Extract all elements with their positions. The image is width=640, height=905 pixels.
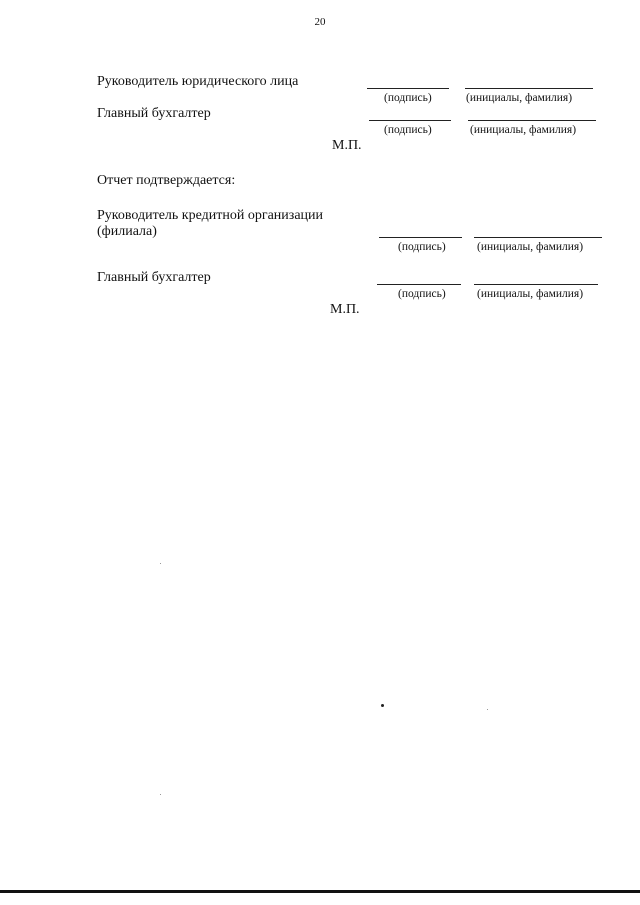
legal-entity-accountant-signature-caption: (подпись) [384,124,432,136]
credit-org-head-label-line2: (филиала) [97,224,157,239]
credit-org-head-signature-line [379,237,462,238]
scan-speck [160,794,161,795]
credit-org-accountant-signature-line [377,284,461,285]
credit-org-stamp-mark: М.П. [330,302,360,317]
legal-entity-accountant-name-line [468,120,596,121]
bottom-scan-edge [0,890,640,893]
credit-org-head-signature-caption: (подпись) [398,241,446,253]
page-number: 20 [314,16,326,28]
credit-org-head-name-caption: (инициалы, фамилия) [477,241,584,253]
credit-org-accountant-signature-caption: (подпись) [398,288,446,300]
legal-entity-stamp-mark: М.П. [332,138,362,153]
legal-entity-accountant-name-caption: (инициалы, фамилия) [470,124,577,136]
credit-org-accountant-name-line [474,284,598,285]
credit-org-head-label-line1: Руководитель кредитной организации [97,208,324,223]
credit-org-accountant-name-caption: (инициалы, фамилия) [477,288,584,300]
legal-entity-head-name-line [465,88,593,89]
legal-entity-head-signature-caption: (подпись) [384,92,432,104]
scan-speck [381,704,384,707]
legal-entity-accountant-signature-line [369,120,451,121]
legal-entity-head-signature-line [367,88,449,89]
confirmation-heading: Отчет подтверждается: [97,173,236,188]
credit-org-accountant-label: Главный бухгалтер [97,270,211,285]
scan-speck [487,709,488,710]
legal-entity-head-name-caption: (инициалы, фамилия) [466,92,573,104]
legal-entity-accountant-label: Главный бухгалтер [97,106,211,121]
credit-org-head-name-line [474,237,602,238]
scan-speck [160,563,161,564]
legal-entity-head-label: Руководитель юридического лица [97,74,299,89]
